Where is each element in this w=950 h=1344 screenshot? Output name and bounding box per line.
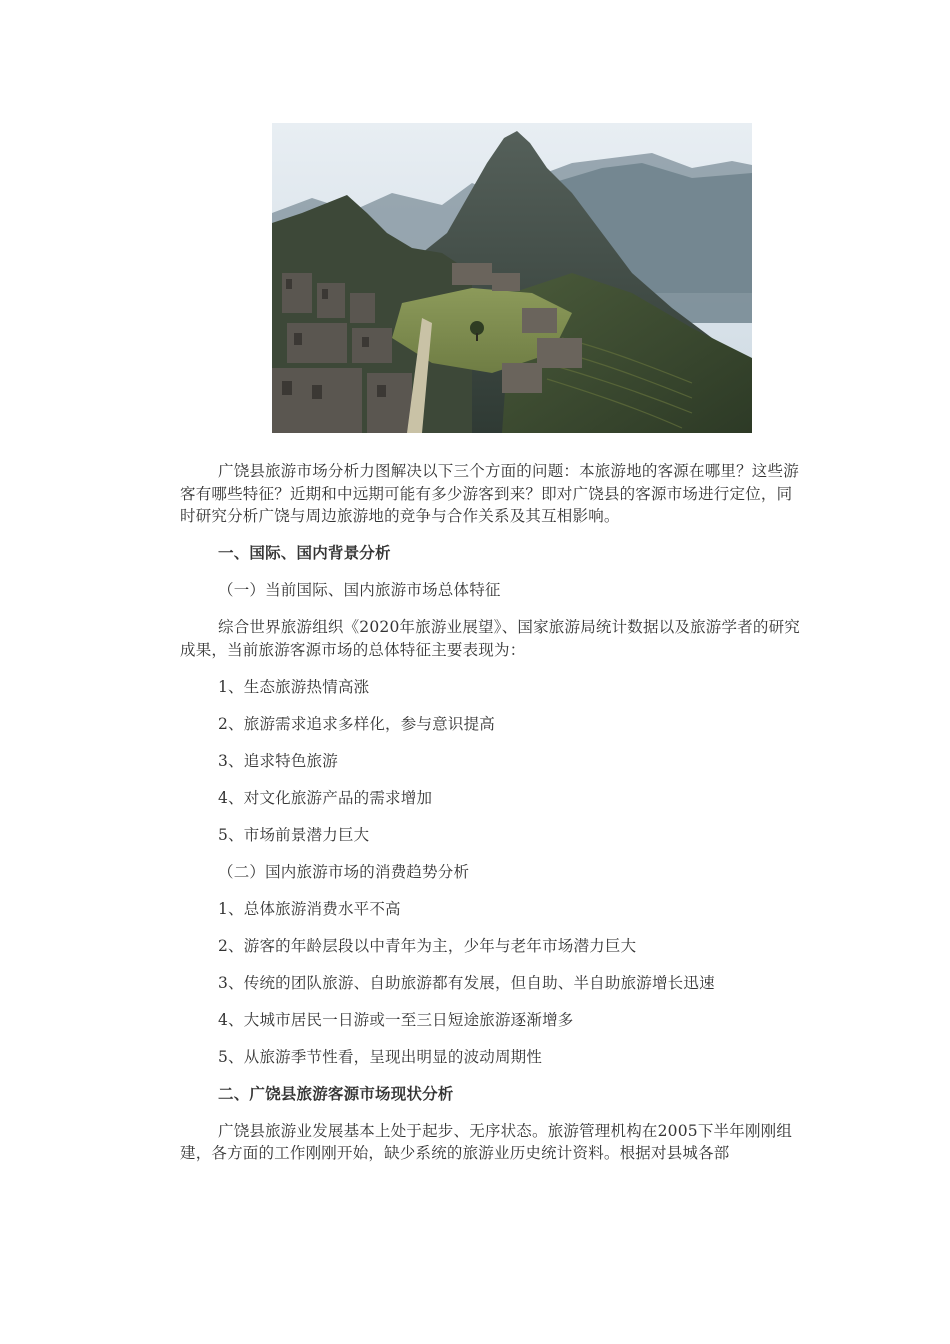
- list-item: 2、旅游需求追求多样化，参与意识提高: [218, 714, 495, 733]
- subsection-heading-1: （一）当前国际、国内旅游市场总体特征: [218, 581, 501, 599]
- list-item: 1、生态旅游热情高涨: [218, 677, 370, 696]
- list-item: 4、大城市居民一日游或一至三日短途旅游逐渐增多: [218, 1010, 574, 1029]
- section-2-paragraph: 广饶县旅游业发展基本上处于起步、无序状态。旅游管理机构在2005下半年刚刚组建，各方面的工作刚刚开始，缺少系统的旅游业历史统计资料。根据对县城各部: [180, 1121, 793, 1162]
- subsection-heading-2: （二）国内旅游市场的消费趋势分析: [218, 862, 470, 881]
- list-item: 2、游客的年龄层段以中青年为主，少年与老年市场潜力巨大: [218, 936, 637, 955]
- photo-illustration: [272, 123, 752, 433]
- list-item: 5、从旅游季节性看，呈现出明显的波动周期性: [218, 1047, 543, 1066]
- list-item: 5、市场前景潜力巨大: [218, 825, 370, 844]
- list-item: 1、总体旅游消费水平不高: [218, 899, 401, 918]
- subsection-1-paragraph: 综合世界旅游组织《2020年旅游业展望》、国家旅游局统计数据以及旅游学者的研究成果，当前旅游客源市场的总体特征主要表现为：: [180, 618, 800, 659]
- section-heading-2: 二、广饶县旅游客源市场现状分析: [218, 1083, 454, 1103]
- mountain-ruins-photo: [272, 123, 752, 433]
- list-item: 4、对文化旅游产品的需求增加: [218, 788, 433, 807]
- document-body: [180, 460, 805, 1165]
- list-item: 3、追求特色旅游: [218, 751, 338, 770]
- intro-paragraph: 广饶县旅游市场分析力图解决以下三个方面的问题：本旅游地的客源在哪里？这些游客有哪些特征？近期和中远期可能有多少游客到来？即对广饶县的客源市场进行定位，同时研究分析广饶与周边旅游地的竞争与合作关系及其互相影响。: [180, 462, 799, 525]
- list-item: 3、传统的团队旅游、自助旅游都有发展，但自助、半自助旅游增长迅速: [218, 973, 715, 992]
- section-heading-1: 一、国际、国内背景分析: [218, 543, 391, 562]
